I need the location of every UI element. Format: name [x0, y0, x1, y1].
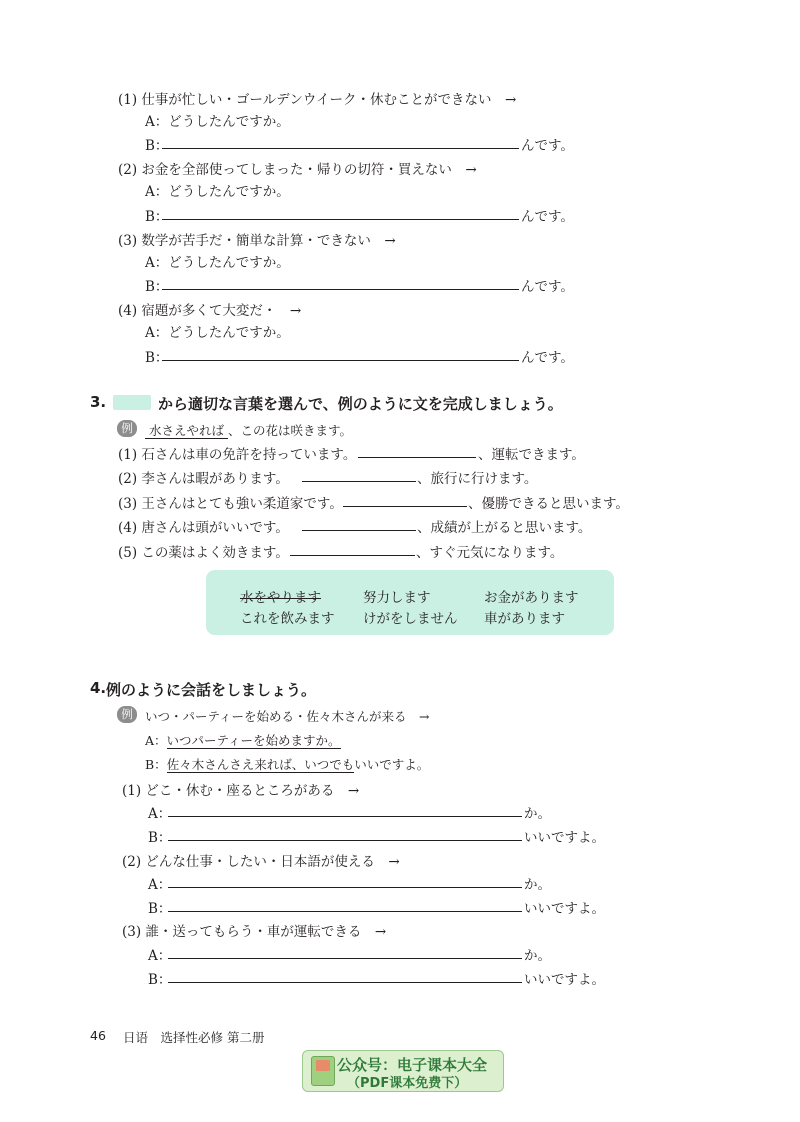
line-b-label: B：	[145, 279, 169, 295]
line-b-end: んです。	[521, 138, 574, 154]
watermark-line-1: 公众号：电子课本大全	[337, 1056, 488, 1074]
choice-box-marker	[113, 395, 151, 410]
answer-blank[interactable]	[168, 840, 522, 841]
answer-blank[interactable]	[162, 148, 519, 149]
line-b-end: いいですよ。	[524, 901, 605, 917]
example-b-rest: いいですよ。	[354, 757, 430, 772]
choice-word: 努力します	[363, 590, 431, 606]
example-prompt: いつ・パーティーを始める・佐々木さんが来る →	[145, 709, 430, 724]
answer-blank[interactable]	[302, 481, 416, 482]
book-icon	[311, 1056, 335, 1086]
line-b-label: B：	[145, 138, 169, 154]
answer-blank[interactable]	[162, 219, 519, 220]
example-b-label: B：	[145, 757, 167, 772]
answer-blank[interactable]	[168, 887, 522, 888]
section-title: 例のように会話をしましょう。	[106, 681, 317, 699]
line-a: A：どうしたんですか。	[145, 184, 290, 200]
example-a-answer: いつパーティーを始めますか。	[166, 733, 341, 748]
answer-blank[interactable]	[290, 555, 415, 556]
choice-word: これを飲みます	[240, 611, 335, 627]
choice-word: けがをしません	[363, 611, 458, 627]
answer-blank[interactable]	[358, 457, 476, 458]
item-prompt: (3) 誰・送ってもらう・車が運転できる →	[122, 924, 387, 940]
answer-blank[interactable]	[302, 530, 416, 531]
line-a-end: か。	[524, 877, 551, 893]
example-a-label: A：	[145, 733, 167, 748]
example-badge: 例	[117, 706, 137, 723]
word-choice-box	[206, 570, 614, 635]
answer-blank[interactable]	[162, 360, 519, 361]
line-a-label: A：	[148, 806, 172, 822]
line-b-label: B：	[145, 209, 169, 225]
item-start: (2) 李さんは暇があります。	[118, 471, 289, 487]
section-title: から適切な言葉を選んで、例のように文を完成しましょう。	[158, 395, 563, 413]
item-prompt: (4) 宿題が多くて大変だ・ →	[118, 303, 302, 319]
book-title: 日语 选择性必修 第二册	[123, 1030, 265, 1045]
answer-blank[interactable]	[168, 911, 522, 912]
choice-word: 車があります	[484, 611, 565, 627]
line-b-end: いいですよ。	[524, 972, 605, 988]
choice-word: お金があります	[484, 590, 579, 606]
answer-blank[interactable]	[168, 816, 522, 817]
line-b-label: B：	[148, 972, 172, 988]
example-line-a	[145, 731, 341, 749]
line-b-label: B：	[148, 901, 172, 917]
answer-blank[interactable]	[168, 958, 522, 959]
watermark-line-2: （PDF课本免费下）	[347, 1076, 468, 1091]
line-a: A：どうしたんですか。	[145, 255, 290, 271]
item-end: 、すぐ元気になります。	[416, 545, 564, 561]
answer-blank[interactable]	[168, 982, 522, 983]
item-end: 、成績が上がると思います。	[417, 520, 592, 536]
page-number: 46	[90, 1028, 106, 1043]
line-b-end: んです。	[521, 209, 574, 225]
item-start: (5) この薬はよく効きます。	[118, 545, 289, 561]
example-answer: 水さえやれば	[145, 423, 228, 439]
line-b-label: B：	[145, 350, 169, 366]
example-rest: 、この花は咲きます。	[228, 423, 353, 438]
line-a: A：どうしたんですか。	[145, 114, 290, 130]
line-b-label: B：	[148, 830, 172, 846]
line-a-label: A：	[148, 877, 172, 893]
section-number: 4.	[90, 679, 107, 697]
watermark-badge	[302, 1050, 504, 1092]
item-prompt: (2) お金を全部使ってしまった・帰りの切符・買えない →	[118, 162, 477, 178]
line-a: A：どうしたんですか。	[145, 325, 290, 341]
item-prompt: (1) どこ・休む・座るところがある →	[122, 783, 360, 799]
example-badge: 例	[117, 420, 137, 437]
item-start: (3) 王さんはとても強い柔道家です。	[118, 496, 343, 512]
line-b-end: いいですよ。	[524, 830, 605, 846]
item-prompt: (3) 数学が苦手だ・簡単な計算・できない →	[118, 233, 396, 249]
item-prompt: (2) どんな仕事・したい・日本語が使える →	[122, 854, 400, 870]
line-a-end: か。	[524, 948, 551, 964]
item-end: 、旅行に行けます。	[417, 471, 538, 487]
choice-word: 水をやります	[240, 590, 321, 606]
example-b-answer: 佐々木さんさえ来れば、いつでも	[166, 757, 355, 772]
line-a-label: A：	[148, 948, 172, 964]
item-start: (1) 石さんは車の免許を持っています。	[118, 447, 357, 463]
example-sentence	[145, 421, 352, 439]
line-a-end: か。	[524, 806, 551, 822]
example-line-b	[145, 755, 429, 773]
section-number: 3.	[90, 393, 107, 411]
line-b-end: んです。	[521, 350, 574, 366]
answer-blank[interactable]	[162, 289, 519, 290]
line-b-end: んです。	[521, 279, 574, 295]
item-prompt: (1) 仕事が忙しい・ゴールデンウイーク・休むことができない →	[118, 92, 517, 108]
answer-blank[interactable]	[343, 506, 467, 507]
item-start: (4) 唐さんは頭がいいです。	[118, 520, 289, 536]
item-end: 、優勝できると思います。	[468, 496, 629, 512]
item-end: 、運転できます。	[478, 447, 585, 463]
